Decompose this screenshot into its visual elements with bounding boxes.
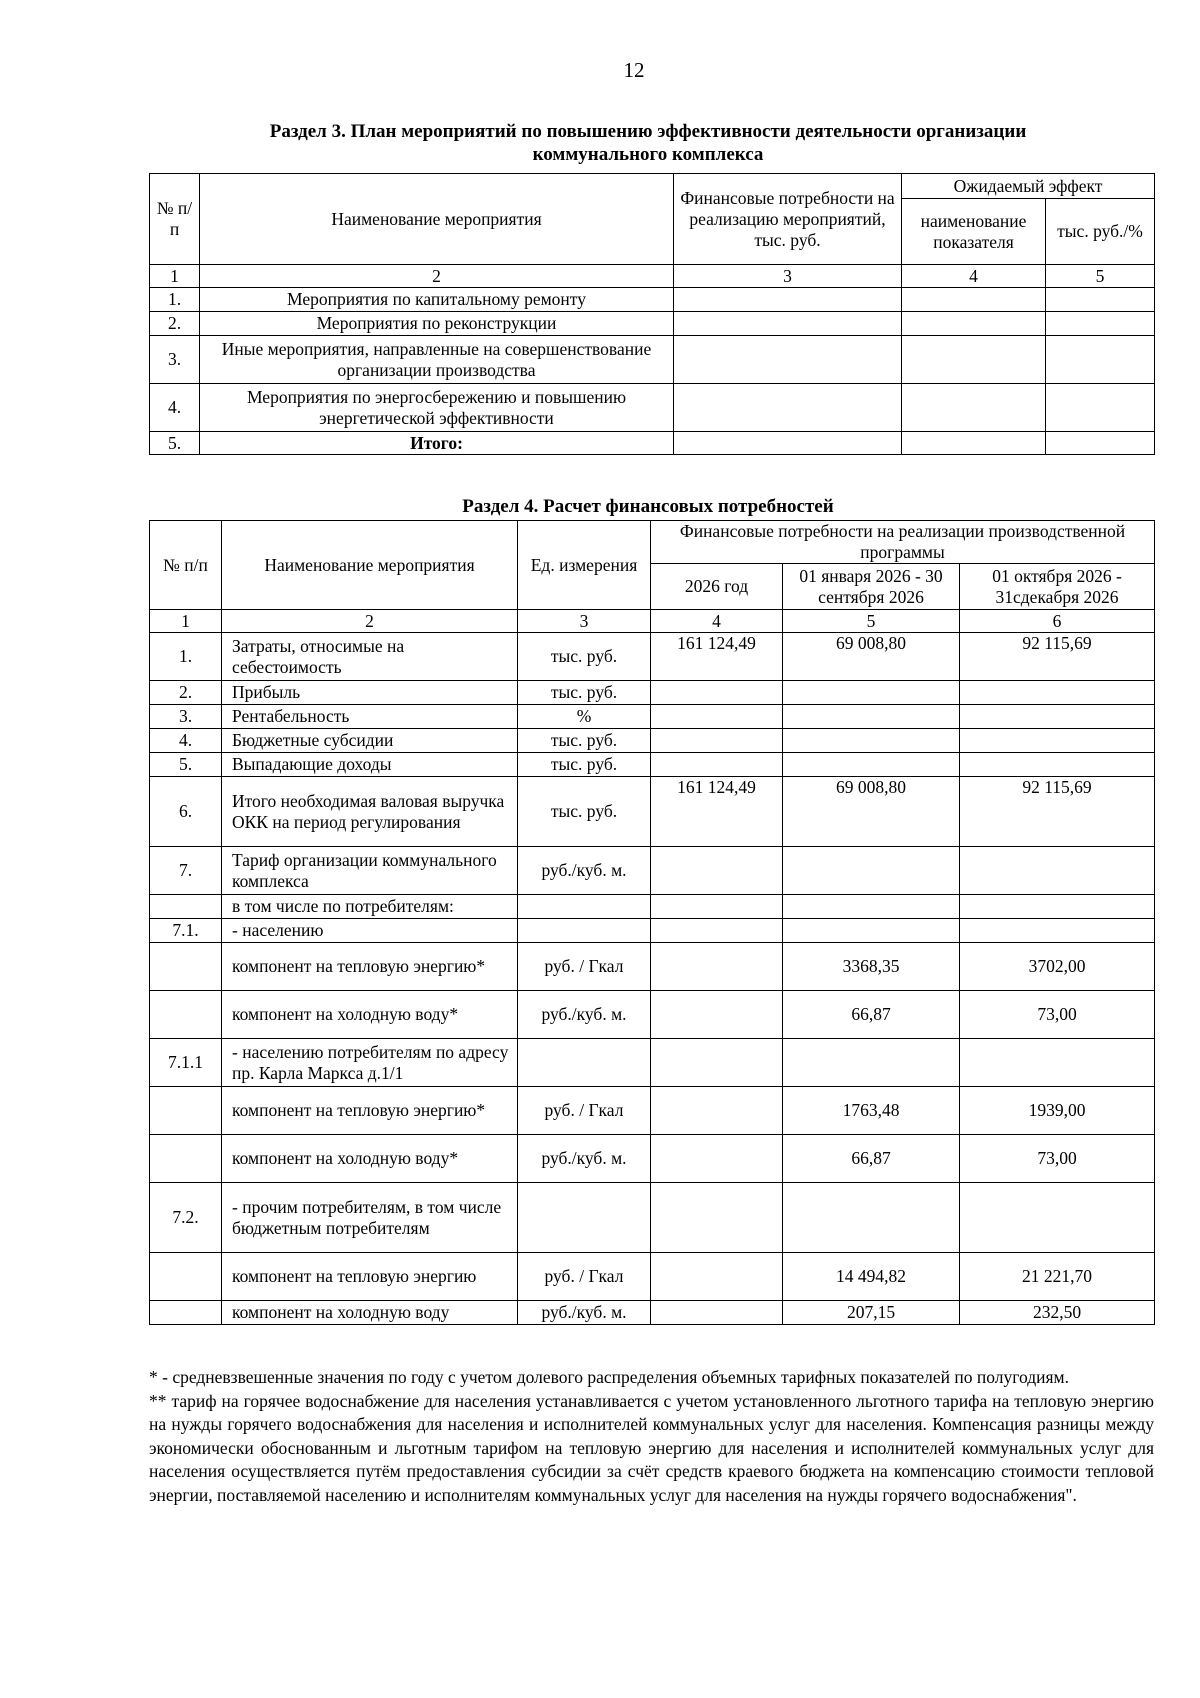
row-unit: руб./куб. м. <box>518 991 651 1039</box>
table-row <box>150 705 1155 729</box>
row-name: Выпадающие доходы <box>222 753 518 777</box>
row-value-period2: 73,00 <box>960 991 1155 1039</box>
row-finance <box>674 288 902 312</box>
section3-title-line1: Раздел 3. План мероприятий по повышению эффективности деятельности организации <box>269 121 1027 142</box>
row-indicator <box>902 336 1046 384</box>
row-value-year <box>651 1135 783 1183</box>
header-finance: Финансовые потребности на реализацию мероприятий, тыс. руб. <box>674 174 902 265</box>
row-unit: % <box>518 705 651 729</box>
row-value-period1: 207,15 <box>783 1301 960 1325</box>
row-name: Рентабельность <box>222 705 518 729</box>
row-name: Иные мероприятия, направленные на совершенствование организации производства <box>200 336 674 384</box>
col-number: 6 <box>960 610 1155 633</box>
header-indicator: наименование показателя <box>902 199 1046 265</box>
table-row <box>150 919 1155 943</box>
row-name: - населению <box>222 919 518 943</box>
row-value-period1: 69 008,80 <box>783 633 960 681</box>
row-value-year <box>651 847 783 895</box>
table-row <box>150 777 1155 847</box>
row-finance <box>674 336 902 384</box>
section4-body <box>150 633 1155 1325</box>
table-row <box>150 991 1155 1039</box>
row-num <box>150 1253 222 1301</box>
row-unit: руб. / Гкал <box>518 1253 651 1301</box>
col-number: 2 <box>222 610 518 633</box>
row-num: 7.1.1 <box>150 1039 222 1087</box>
row-name: компонент на холодную воду* <box>222 1135 518 1183</box>
row-name: Затраты, относимые на себестоимость <box>222 633 518 681</box>
row-num <box>150 1087 222 1135</box>
row-value-period1 <box>783 895 960 919</box>
row-value-year <box>651 919 783 943</box>
row-value-year: 161 124,49 <box>651 633 783 681</box>
row-num <box>150 991 222 1039</box>
page-number: 12 <box>623 58 645 82</box>
row-value-period1 <box>783 753 960 777</box>
row-name: - населению потребителям по адресу пр. Карла Маркса д.1/1 <box>222 1039 518 1087</box>
footnote-2: ** тариф на горячее водоснабжение для населения устанавливается с учетом установленного льготного тарифа на тепловую энергию на нужды горячего водоснабжения для населения и исполнителей коммунальных услуг для населения. Компенсация разницы между экономически обоснованным и льготным тарифом на тепловую энергию для населения и исполнителей коммунальных услуг для населения осуществляется путём предоставления субсидии за счёт средств краевого бюджета на компенсацию стоимости тепловой энергии, поставляемой населению и исполнителям коммунальных услуг для населения на нужды горячего водоснабжения". <box>149 1390 1154 1505</box>
row-value-period2 <box>960 753 1155 777</box>
row-value-year <box>651 753 783 777</box>
row-finance <box>674 432 902 455</box>
row-indicator <box>902 288 1046 312</box>
table-row <box>150 1183 1155 1253</box>
table-row <box>150 1087 1155 1135</box>
row-amount <box>1046 336 1155 384</box>
row-name: Прибыль <box>222 681 518 705</box>
row-amount <box>1046 312 1155 336</box>
row-name: компонент на тепловую энергию <box>222 1253 518 1301</box>
row-value-period1 <box>783 705 960 729</box>
row-name: - прочим потребителям, в том числе бюджетным потребителям <box>222 1183 518 1253</box>
row-num <box>150 1135 222 1183</box>
row-unit: руб. / Гкал <box>518 943 651 991</box>
col-number: 1 <box>150 265 200 288</box>
row-value-period2 <box>960 1039 1155 1087</box>
row-indicator <box>902 432 1046 455</box>
row-value-period1 <box>783 919 960 943</box>
col-number: 1 <box>150 610 222 633</box>
table-row <box>150 384 1155 432</box>
col-number: 4 <box>902 265 1046 288</box>
row-unit <box>518 1039 651 1087</box>
table-row <box>150 1253 1155 1301</box>
row-num: 7. <box>150 847 222 895</box>
section3-table <box>149 173 1155 455</box>
row-value-period2: 1939,00 <box>960 1087 1155 1135</box>
row-value-year <box>651 705 783 729</box>
row-value-period1: 14 494,82 <box>783 1253 960 1301</box>
row-num: 1. <box>150 288 200 312</box>
row-amount <box>1046 384 1155 432</box>
row-amount <box>1046 288 1155 312</box>
col-number: 3 <box>674 265 902 288</box>
row-value-period2 <box>960 729 1155 753</box>
row-num: 3. <box>150 705 222 729</box>
table-row <box>150 1301 1155 1325</box>
table-row <box>150 1135 1155 1183</box>
col-number: 2 <box>200 265 674 288</box>
row-value-period2: 92 115,69 <box>960 633 1155 681</box>
row-num <box>150 895 222 919</box>
section3-title-line2: коммунального комплекса <box>532 144 764 165</box>
row-num: 6. <box>150 777 222 847</box>
row-value-year <box>651 1301 783 1325</box>
row-unit: тыс. руб. <box>518 753 651 777</box>
header-unit: Ед. измерения <box>518 521 651 610</box>
row-value-year: 161 124,49 <box>651 777 783 847</box>
header-name: Наименование мероприятия <box>200 174 674 265</box>
row-indicator <box>902 384 1046 432</box>
col-number: 3 <box>518 610 651 633</box>
header-year: 2026 год <box>651 564 783 610</box>
row-num <box>150 943 222 991</box>
table-row <box>150 336 1155 384</box>
row-name: Тариф организации коммунального комплекса <box>222 847 518 895</box>
row-unit <box>518 1183 651 1253</box>
row-num: 5. <box>150 753 222 777</box>
row-name: компонент на холодную воду* <box>222 991 518 1039</box>
table-row <box>150 312 1155 336</box>
header-finance: Финансовые потребности на реализации производственной программы <box>651 521 1155 564</box>
header-num: № п/п <box>150 521 222 610</box>
row-unit: тыс. руб. <box>518 729 651 753</box>
row-value-period1: 1763,48 <box>783 1087 960 1135</box>
row-value-year <box>651 681 783 705</box>
row-value-period2 <box>960 847 1155 895</box>
footnotes <box>149 1366 1154 1507</box>
table-row <box>150 895 1155 919</box>
row-finance <box>674 384 902 432</box>
row-value-period2: 3702,00 <box>960 943 1155 991</box>
header-num: № п/п <box>150 174 200 265</box>
row-value-year <box>651 729 783 753</box>
table-row <box>150 432 1155 455</box>
row-value-year <box>651 1087 783 1135</box>
row-unit: руб./куб. м. <box>518 1301 651 1325</box>
row-value-period1: 3368,35 <box>783 943 960 991</box>
row-value-period1 <box>783 681 960 705</box>
row-value-period2 <box>960 681 1155 705</box>
row-unit: руб./куб. м. <box>518 847 651 895</box>
row-value-year <box>651 1253 783 1301</box>
row-name: Бюджетные субсидии <box>222 729 518 753</box>
row-name-total: Итого: <box>200 432 674 455</box>
table-row <box>150 681 1155 705</box>
header-amount: тыс. руб./% <box>1046 199 1155 265</box>
col-numbers-row <box>150 610 1155 633</box>
col-number: 5 <box>783 610 960 633</box>
footnote-1: * - средневзвешенные значения по году с учетом долевого распределения объемных тарифных показателей по полугодиям. <box>149 1367 1069 1387</box>
row-amount <box>1046 432 1155 455</box>
row-name: компонент на холодную воду <box>222 1301 518 1325</box>
table-row <box>150 847 1155 895</box>
table-row <box>150 943 1155 991</box>
row-finance <box>674 312 902 336</box>
row-value-period1: 66,87 <box>783 991 960 1039</box>
section4-title: Раздел 4. Расчет финансовых потребностей <box>462 496 834 517</box>
row-name: Мероприятия по капитальному ремонту <box>200 288 674 312</box>
table-row <box>150 1039 1155 1087</box>
row-unit: руб. / Гкал <box>518 1087 651 1135</box>
row-value-period1 <box>783 1183 960 1253</box>
row-value-period2: 92 115,69 <box>960 777 1155 847</box>
row-name: Мероприятия по реконструкции <box>200 312 674 336</box>
row-unit: тыс. руб. <box>518 777 651 847</box>
row-name: компонент на тепловую энергию* <box>222 1087 518 1135</box>
section3-title <box>148 120 1148 166</box>
row-value-period2: 21 221,70 <box>960 1253 1155 1301</box>
row-num: 7.2. <box>150 1183 222 1253</box>
row-value-year <box>651 895 783 919</box>
table-row <box>150 633 1155 681</box>
header-period1: 01 января 2026 - 30 сентября 2026 <box>783 564 960 610</box>
row-unit <box>518 895 651 919</box>
row-num <box>150 1301 222 1325</box>
row-value-period1: 69 008,80 <box>783 777 960 847</box>
row-name: в том числе по потребителям: <box>222 895 518 919</box>
section4-table <box>149 520 1155 1325</box>
row-value-period2 <box>960 1183 1155 1253</box>
row-num: 2. <box>150 312 200 336</box>
row-name: Мероприятия по энергосбережению и повышению энергетической эффективности <box>200 384 674 432</box>
row-value-period1 <box>783 1039 960 1087</box>
table-row <box>150 729 1155 753</box>
row-value-period2: 73,00 <box>960 1135 1155 1183</box>
header-effect: Ожидаемый эффект <box>902 174 1155 199</box>
row-num: 7.1. <box>150 919 222 943</box>
row-value-year <box>651 991 783 1039</box>
row-num: 1. <box>150 633 222 681</box>
row-unit: тыс. руб. <box>518 633 651 681</box>
row-num: 4. <box>150 384 200 432</box>
col-numbers-row <box>150 265 1155 288</box>
row-value-period2 <box>960 705 1155 729</box>
row-value-period2 <box>960 919 1155 943</box>
col-number: 4 <box>651 610 783 633</box>
row-value-year <box>651 1039 783 1087</box>
row-value-period1: 66,87 <box>783 1135 960 1183</box>
header-period2: 01 октября 2026 - 31сдекабря 2026 <box>960 564 1155 610</box>
row-num: 5. <box>150 432 200 455</box>
header-name: Наименование мероприятия <box>222 521 518 610</box>
row-num: 3. <box>150 336 200 384</box>
row-value-period1 <box>783 847 960 895</box>
row-name: компонент на тепловую энергию* <box>222 943 518 991</box>
row-unit: руб./куб. м. <box>518 1135 651 1183</box>
row-value-year <box>651 943 783 991</box>
row-num: 4. <box>150 729 222 753</box>
row-indicator <box>902 312 1046 336</box>
row-value-period2 <box>960 895 1155 919</box>
row-value-period2: 232,50 <box>960 1301 1155 1325</box>
row-unit: тыс. руб. <box>518 681 651 705</box>
row-name: Итого необходимая валовая выручка ОКК на период регулирования <box>222 777 518 847</box>
row-value-year <box>651 1183 783 1253</box>
row-value-period1 <box>783 729 960 753</box>
col-number: 5 <box>1046 265 1155 288</box>
row-unit <box>518 919 651 943</box>
row-num: 2. <box>150 681 222 705</box>
table-row <box>150 288 1155 312</box>
table-row <box>150 753 1155 777</box>
